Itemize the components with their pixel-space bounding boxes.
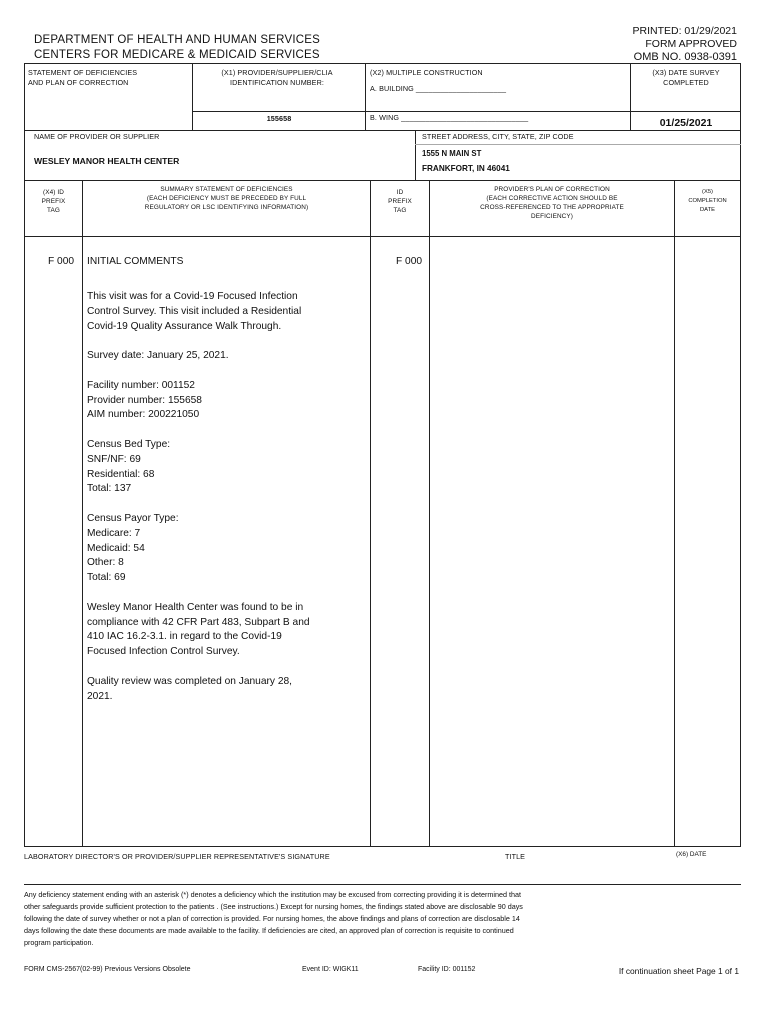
row1-divider-2 [365,63,366,130]
provider-name-label: NAME OF PROVIDER OR SUPPLIER [34,132,160,141]
facility-id: Facility ID: 001152 [418,966,476,973]
col-divider-id [429,180,430,846]
continuation-page: If continuation sheet Page 1 of 1 [618,966,739,976]
row1-inner-line-wing [365,111,630,112]
building-label: A. BUILDING ______________________ [370,84,507,93]
department-name: DEPARTMENT OF HEALTH AND HUMAN SERVICES [34,34,320,46]
date-survey-label: (X3) DATE SURVEY COMPLETED [652,68,720,87]
form-number: FORM CMS-2567(02-99) Previous Versions Obsolete [24,966,191,973]
right-tag: F 000 [396,256,423,267]
left-tag: F 000 [48,256,75,267]
paragraph-survey-date: Survey date: January 25, 2021. [87,350,229,362]
address-line-1: 1555 N MAIN ST [422,149,482,158]
paragraph-bed-type: Census Bed Type: SNF/NF: 69 Residential: 68 Total: 137 [87,438,171,495]
paragraph-visit: This visit was for a Covid-19 Focused Infection Control Survey. This visit included a Residential Covid-19 Quality Assurance Walk Through. [87,291,302,332]
section-heading: INITIAL COMMENTS [87,256,184,267]
centers-name: CENTERS FOR MEDICARE & MEDICAID SERVICES [34,49,320,61]
date-survey-value: 01/25/2021 [659,117,713,129]
address-label: STREET ADDRESS, CITY, STATE, ZIP CODE [422,132,574,141]
paragraph-numbers: Facility number: 001152 Provider number: 155658 AIM number: 200221050 [87,379,202,421]
id-prefix-header: ID PREFIX TAG [388,189,412,214]
signature-bottom-line [24,884,741,885]
col-divider-summary [370,180,371,846]
printed-date: PRINTED: 01/29/2021 [632,25,737,37]
address-line-2: FRANKFORT, IN 46041 [422,164,510,173]
row1-inner-line [192,111,365,112]
x4-header: (X4) ID PREFIX TAG [41,189,66,214]
paragraph-compliance: Wesley Manor Health Center was found to be in compliance with 42 CFR Part 483, Subpart B and 410 IAC 16.2-3.1. in regard to the Covid-19 Focused Infection Control Survey. [87,601,310,658]
omb-number: OMB NO. 0938-0391 [633,51,737,63]
completion-header: (X5) COMPLETION DATE [688,189,727,213]
top-border [24,63,741,64]
provider-name-value: WESLEY MANOR HEALTH CENTER [34,156,180,166]
multiple-construction-label: (X2) MULTIPLE CONSTRUCTION [370,68,483,77]
agency-header [34,33,320,63]
row2-divider [415,130,416,181]
comments-body [87,290,367,704]
title-label: TITLE [505,852,526,861]
paragraph-quality-review: Quality review was completed on January 28, 2021. [87,675,292,702]
summary-header: SUMMARY STATEMENT OF DEFICIENCIES (EACH DEFICIENCY MUST BE PRECEDED BY FULL REGULATORY OR LSC IDENTIFYING INFORMATION) [144,186,309,211]
disclaimer: Any deficiency statement ending with an asterisk (*) denotes a deficiency which the institution may be excused from correcting providing it is determined that other safeguards provide sufficient protection to the patients . (See instructions.) Except for nursing homes, the findings stated above are disclosable 90 days following the date of survey whether or not a plan of correction is provided. For nursing homes, the above findings and plans of correction are disclosable 14 days following the date these documents are made available to the facility. If deficiencies are cited, an approved plan of correction is requisite to continued program participation. [24,890,523,947]
date-label: (X6) DATE [676,851,707,858]
plan-header: PROVIDER'S PLAN OF CORRECTION (EACH CORRECTIVE ACTION SHOULD BE CROSS-REFERENCED TO THE APPROPRIATE DEFICIENCY) [480,186,624,220]
paragraph-payor-type: Census Payor Type: Medicare: 7 Medicaid: 54 Other: 8 Total: 69 [87,512,179,584]
statement-label: STATEMENT OF DEFICIENCIES AND PLAN OF CORRECTION [28,68,138,87]
event-id: Event ID: WIGK11 [302,966,359,973]
row1-inner-line-date [630,111,741,112]
col-divider-x4 [82,180,83,846]
form-approved: FORM APPROVED [645,38,737,50]
address-under-label [415,144,741,145]
provider-id-value: 155658 [266,114,292,123]
provider-id-label: (X1) PROVIDER/SUPPLIER/CLIA IDENTIFICATION NUMBER: [221,68,333,87]
form-status-header [633,25,737,64]
col-divider-plan [674,180,675,846]
bottom-border [24,846,741,847]
column-header-bottom [24,236,741,237]
signature-label: LABORATORY DIRECTOR'S OR PROVIDER/SUPPLIER REPRESENTATIVE'S SIGNATURE [24,852,330,861]
wing-label: B. WING _______________________________ [370,113,529,122]
row2-bottom [24,180,741,181]
